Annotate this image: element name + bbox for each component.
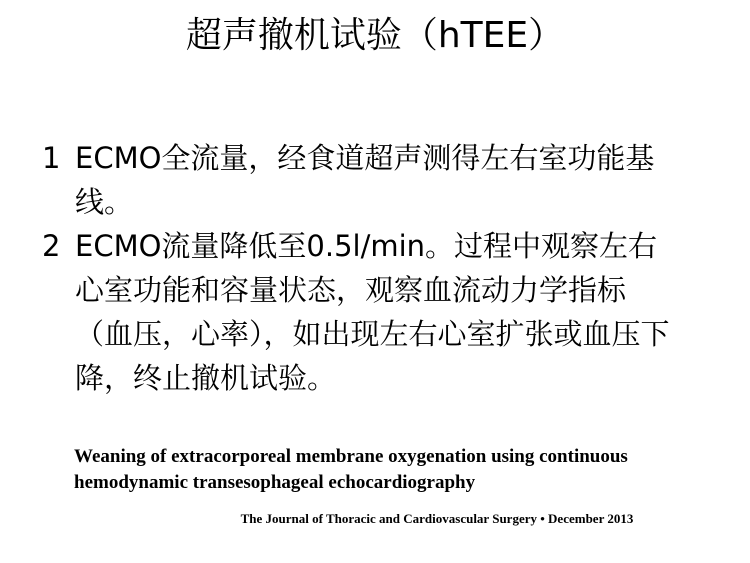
journal-line: The Journal of Thoracic and Cardiovascular Surgery • December 2013 bbox=[240, 511, 634, 526]
point-text: ECMO全流量，经食道超声测得左右室功能基线。 bbox=[75, 141, 655, 219]
point-number: 2 bbox=[42, 229, 61, 263]
point-text: ECMO流量降低至0.5l/min。过程中观察左右心室功能和容量状态，观察血流动力学指标（血压，心率），如出现左右心室扩张或血压下降，终止撤机试验。 bbox=[75, 229, 670, 395]
point-number: 1 bbox=[42, 141, 61, 175]
reference-title: Weaning of extracorporeal membrane oxygenation using continuous hemodynamic transesophageal echocardiography bbox=[74, 446, 628, 493]
list-item bbox=[42, 136, 732, 224]
slide-title: 超声撤机试验（hTEE） bbox=[185, 15, 565, 56]
list-item bbox=[42, 224, 732, 400]
journal-citation bbox=[0, 510, 750, 528]
bullet-list bbox=[42, 136, 732, 400]
